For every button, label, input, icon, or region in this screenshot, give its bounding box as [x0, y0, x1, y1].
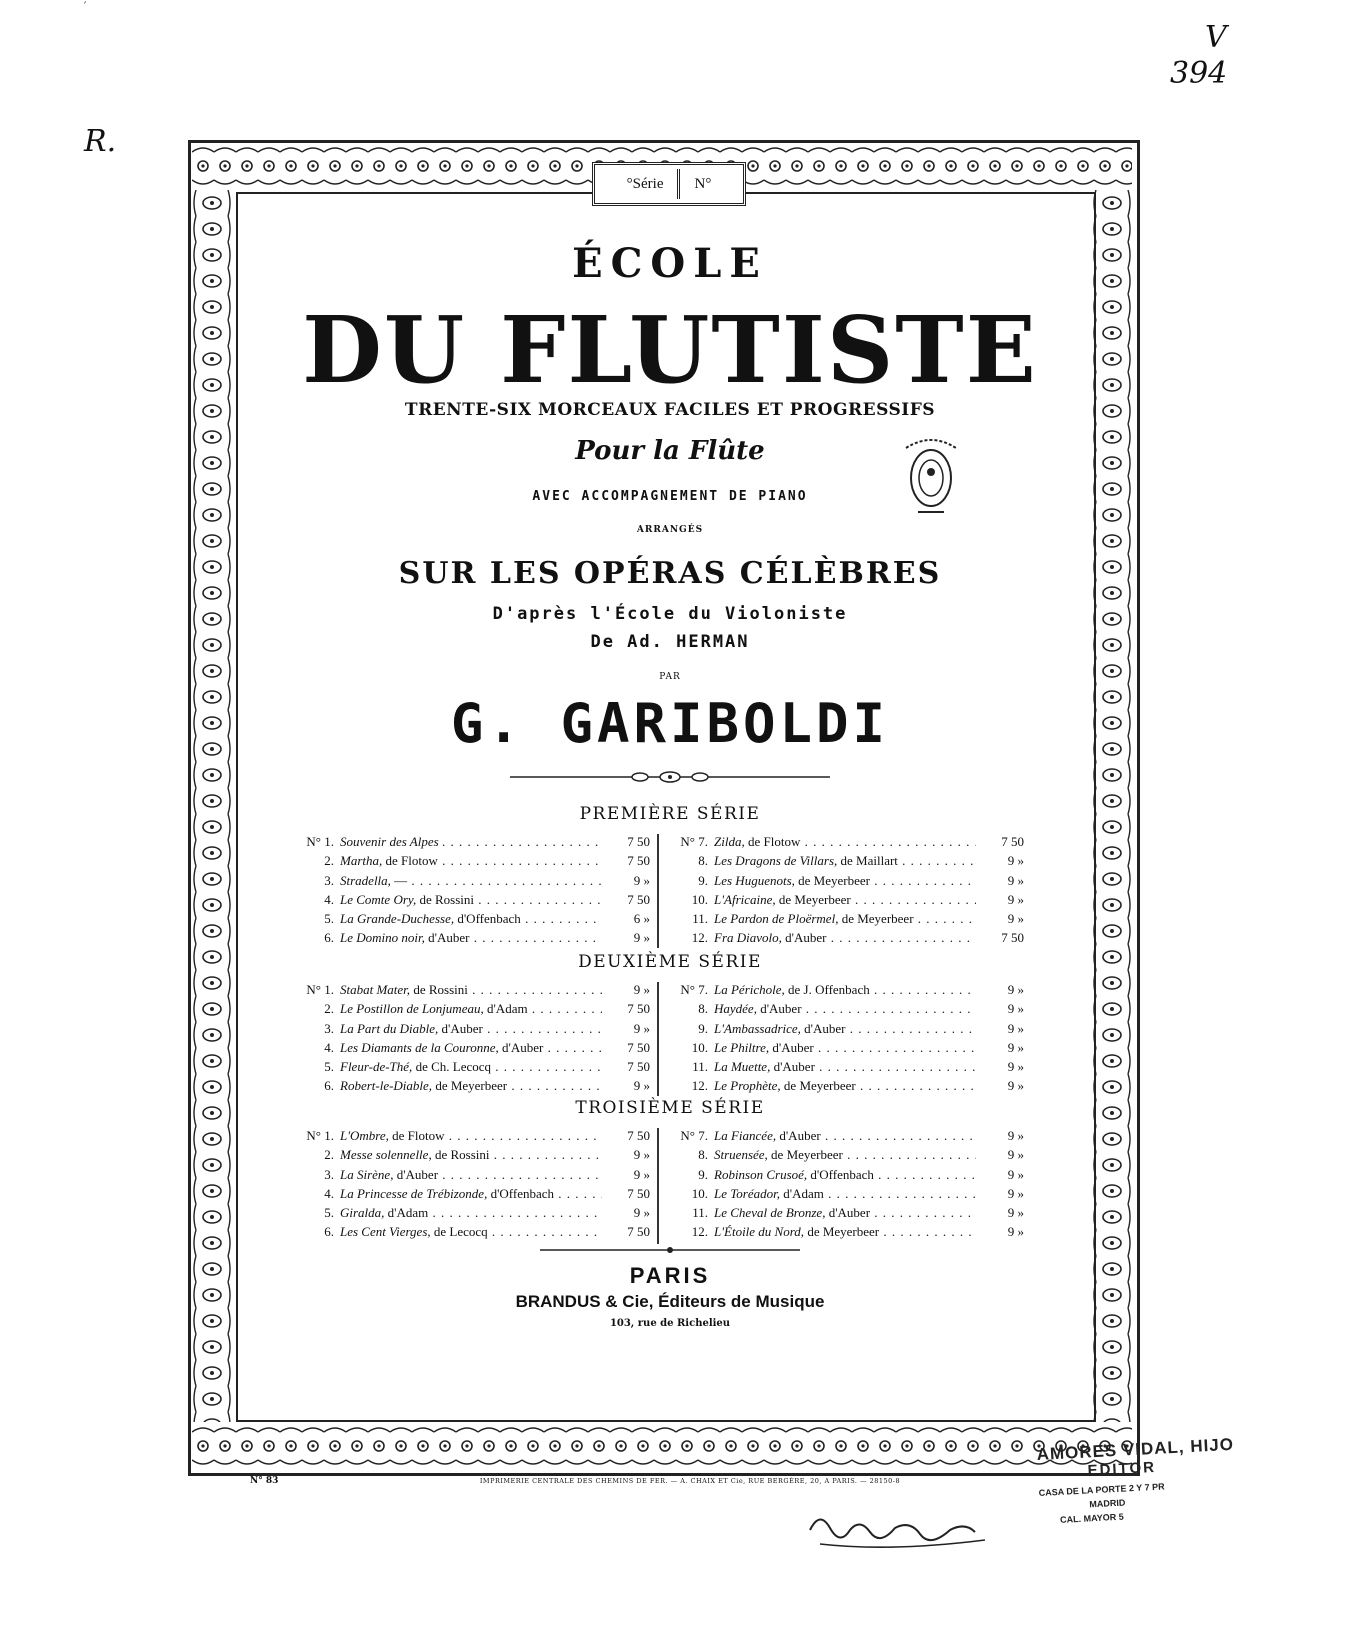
list-item — [290, 928, 650, 947]
publisher-address: 103, rue de Richelieu — [609, 1318, 731, 1329]
publisher-name: BRANDUS & Cie, Éditeurs de Musique — [515, 1292, 825, 1311]
item-title: Fra Diavolo, — [714, 930, 782, 946]
item-title: Le Prophète, — [714, 1078, 781, 1094]
item-composer: d'Auber — [773, 1059, 815, 1075]
item-number: 3. — [324, 1166, 334, 1182]
arranged-line: ARRANGÉS — [636, 525, 704, 535]
list-item — [290, 1184, 650, 1203]
item-price: 7 50 — [602, 1184, 650, 1203]
item-title: Haydée, — [714, 1001, 757, 1017]
item-price: 9 » — [976, 909, 1024, 928]
list-item — [290, 909, 650, 928]
item-composer: de Flotow — [747, 834, 801, 849]
item-title: Zilda, — [714, 834, 745, 849]
item-title: Le Postillon de Lonjumeau, — [340, 1001, 484, 1017]
item-number: 11. — [692, 1059, 708, 1075]
printer-line: IMPRIMERIE CENTRALE DES CHEMINS DE FER. — A. CHAIX ET Cie, RUE BERGÈRE, 20, A PARIS. — 28150-8 — [479, 1477, 901, 1485]
subtitle: TRENTE-SIX MORCEAUX FACILES ET PROGRESSIFS — [404, 400, 936, 420]
item-composer: d'Adam — [783, 1185, 824, 1201]
item-number: 10. — [691, 891, 708, 907]
item-title: Giralda, — [340, 1205, 385, 1221]
dealer-stamp — [1036, 1435, 1234, 1595]
ornament-band-bottom — [192, 1424, 1132, 1468]
list-item — [290, 1222, 650, 1241]
item-composer: d'Offenbach — [810, 1166, 874, 1182]
list-item — [664, 871, 1024, 890]
item-composer: de Flotow — [385, 853, 438, 869]
item-title: Robert-le-Diable, — [340, 1078, 433, 1094]
stamp-line: CASA DE LA PORTE 2 Y 7 PR — [1038, 1481, 1165, 1499]
list-item — [290, 871, 650, 890]
item-number: 6. — [324, 930, 334, 946]
ornamental-rule — [510, 770, 830, 784]
item-title: La Fiancée, — [714, 1128, 777, 1143]
item-price: 7 50 — [602, 1038, 650, 1057]
series-1-left-column — [290, 832, 650, 948]
stamp-line: MADRID — [1089, 1497, 1126, 1510]
item-price: 9 » — [976, 1126, 1024, 1145]
item-composer: de Meyerbeer — [841, 911, 914, 927]
item-number: N° 1. — [306, 834, 334, 849]
item-title: Le Cheval de Bronze, — [714, 1205, 826, 1221]
item-number: N° 1. — [306, 982, 334, 997]
plate-number: N° 83 — [250, 1476, 279, 1486]
item-title: Fleur-de-Thé, — [340, 1059, 413, 1075]
item-price: 9 » — [976, 1057, 1024, 1076]
stamp-line: AMORES VIDAL, HIJO — [1036, 1434, 1235, 1465]
item-price: 9 » — [602, 928, 650, 947]
item-composer: de Flotow — [392, 1128, 445, 1143]
series-3-left-column — [290, 1126, 650, 1242]
item-number: 9. — [698, 1166, 708, 1182]
item-title: Le Philtre, — [714, 1039, 770, 1055]
item-composer: de Maillart — [840, 853, 898, 869]
composer-name: G. GARIBOLDI — [450, 692, 890, 755]
item-number: 5. — [324, 1059, 334, 1075]
list-item — [664, 1145, 1024, 1164]
item-title: Le Pardon de Ploërmel, — [714, 911, 839, 927]
item-title: L'Ombre, — [340, 1128, 389, 1143]
item-number: 4. — [324, 1185, 334, 1201]
item-composer: de Rossini — [419, 891, 474, 907]
list-item — [664, 1126, 1024, 1145]
list-item — [664, 1038, 1024, 1057]
item-title: L'Ambassadrice, — [714, 1020, 801, 1036]
item-number: 10. — [691, 1039, 708, 1055]
item-price: 9 » — [976, 1019, 1024, 1038]
item-title: Struensée, — [714, 1147, 768, 1163]
item-price: 7 50 — [602, 832, 650, 851]
item-title: Les Diamants de la Couronne, — [340, 1039, 499, 1055]
item-title: Le Toréador, — [714, 1185, 780, 1201]
list-item — [290, 851, 650, 870]
list-item — [664, 851, 1024, 870]
item-composer: d'Auber — [396, 1166, 439, 1182]
item-price: 9 » — [976, 1222, 1024, 1241]
item-composer: d'Auber — [804, 1020, 846, 1036]
list-item — [664, 980, 1024, 999]
item-number: 11. — [692, 1205, 708, 1221]
item-number: 11. — [692, 911, 708, 927]
item-composer: de Meyerbeer — [798, 872, 870, 888]
publisher-signature — [800, 1500, 1000, 1560]
item-price: 7 50 — [602, 999, 650, 1018]
item-title: La Grande-Duchesse, — [340, 911, 455, 927]
series-1-right-column — [664, 832, 1024, 948]
item-number: 5. — [324, 911, 334, 927]
ornament-band-left — [192, 190, 232, 1422]
list-item — [664, 1184, 1024, 1203]
item-number: 9. — [698, 1020, 708, 1036]
item-price: 7 50 — [602, 851, 650, 870]
list-item — [664, 1222, 1024, 1241]
column-divider — [657, 982, 659, 1096]
item-title: Stabat Mater, — [340, 982, 411, 997]
item-number: 3. — [324, 1020, 334, 1036]
ornament-band-right — [1092, 190, 1132, 1422]
item-composer: de Meyerbeer — [778, 891, 851, 907]
item-title: La Muette, — [714, 1059, 771, 1075]
item-number: 10. — [691, 1185, 708, 1201]
item-number: 4. — [324, 1039, 334, 1055]
item-title: Les Dragons de Villars, — [714, 853, 838, 869]
operas-heading: SUR LES OPÉRAS CÉLÈBRES — [398, 556, 942, 591]
stamp-line: CAL. MAYOR 5 — [1059, 1511, 1125, 1525]
serie-number-box — [592, 162, 746, 206]
handwritten-mark-r: R. — [84, 124, 117, 159]
item-price: 7 50 — [976, 928, 1024, 947]
item-composer: d'Auber — [441, 1020, 483, 1036]
list-item — [664, 832, 1024, 851]
item-price: 7 50 — [602, 1057, 650, 1076]
list-item — [290, 1126, 650, 1145]
item-number: 4. — [324, 891, 334, 907]
number-label: N° — [694, 175, 712, 192]
handwritten-mark-v: V — [1205, 20, 1227, 55]
list-item — [290, 1038, 650, 1057]
item-composer: d'Auber — [828, 1205, 871, 1221]
item-composer: d'Offenbach — [490, 1185, 555, 1201]
item-price: 9 » — [602, 1145, 650, 1164]
item-number: 8. — [698, 1001, 708, 1017]
instrument-line: Pour la Flûte — [575, 436, 765, 466]
list-item — [290, 1165, 650, 1184]
item-price: 7 50 — [602, 890, 650, 909]
item-title: L'Africaine, — [714, 891, 776, 907]
item-title: Martha, — [340, 853, 383, 869]
item-title: La Princesse de Trébizonde, — [340, 1185, 488, 1201]
item-number: 2. — [324, 853, 334, 869]
item-price: 9 » — [976, 851, 1024, 870]
handwritten-catalog-number: 394 — [1170, 56, 1228, 91]
item-title: Souvenir des Alpes — [340, 834, 439, 849]
series-heading: DEUXIÈME SÉRIE — [578, 952, 762, 972]
item-number: N° 7. — [680, 834, 708, 849]
item-number: 5. — [324, 1205, 334, 1221]
item-title: Le Domino noir, — [340, 930, 425, 946]
item-composer: de Meyerbeer — [435, 1078, 508, 1094]
item-price: 9 » — [602, 871, 650, 890]
stamp-line: EDITOR — [1087, 1458, 1157, 1480]
item-composer: d'Auber — [772, 1039, 814, 1055]
publisher-emblem-icon — [896, 432, 966, 518]
publisher-city: PARIS — [629, 1263, 711, 1288]
item-composer: d'Auber — [428, 930, 470, 946]
column-divider — [657, 834, 659, 948]
list-item — [664, 1076, 1024, 1095]
item-composer: de Meyerbeer — [783, 1078, 856, 1094]
item-price: 9 » — [602, 980, 650, 999]
item-price: 9 » — [976, 980, 1024, 999]
column-divider — [657, 1128, 659, 1244]
list-item — [664, 890, 1024, 909]
item-composer: de Ch. Lecocq — [415, 1059, 492, 1075]
list-item — [664, 1203, 1024, 1222]
list-item — [290, 890, 650, 909]
series-heading: TROISIÈME SÉRIE — [575, 1098, 765, 1118]
accompaniment-line: AVEC ACCOMPAGNEMENT DE PIANO — [532, 489, 808, 504]
item-number: 6. — [324, 1224, 334, 1240]
item-number: 9. — [698, 872, 708, 888]
list-item — [664, 909, 1024, 928]
item-price: 9 » — [976, 1184, 1024, 1203]
item-title: Stradella, — [340, 872, 391, 888]
item-title: La Sirène, — [340, 1166, 394, 1182]
item-title: Les Cent Vierges, — [340, 1224, 431, 1240]
item-price: 7 50 — [602, 1222, 650, 1241]
list-item — [290, 1076, 650, 1095]
list-item — [664, 928, 1024, 947]
item-composer: de J. Offenbach — [788, 982, 870, 997]
item-composer: de Lecocq — [433, 1224, 488, 1240]
list-item — [290, 999, 650, 1018]
item-composer: d'Adam — [486, 1001, 528, 1017]
list-item — [664, 1019, 1024, 1038]
item-price: 7 50 — [602, 1126, 650, 1145]
item-price: 9 » — [602, 1203, 650, 1222]
item-title: La Part du Diable, — [340, 1020, 439, 1036]
item-composer: d'Auber — [785, 930, 827, 946]
series-2-right-column — [664, 980, 1024, 1096]
item-title: Les Huguenots, — [714, 872, 795, 888]
item-title: Le Comte Ory, — [340, 891, 417, 907]
par-label: PAR — [659, 672, 681, 682]
item-composer: d'Adam — [387, 1205, 429, 1221]
item-number: 8. — [698, 1147, 708, 1163]
item-price: 9 » — [602, 1019, 650, 1038]
item-composer: d'Offenbach — [457, 911, 521, 927]
corner-tick-mark: ´ — [82, 2, 87, 13]
item-price: 9 » — [602, 1076, 650, 1095]
item-price: 9 » — [976, 890, 1024, 909]
item-number: 12. — [691, 930, 708, 946]
item-number: 2. — [324, 1147, 334, 1163]
ornamental-rule-bottom — [540, 1244, 800, 1256]
item-price: 7 50 — [976, 832, 1024, 851]
item-number: 2. — [324, 1001, 334, 1017]
item-title: Messe solennelle, — [340, 1147, 432, 1163]
item-composer: d'Auber — [760, 1001, 802, 1017]
list-item — [290, 1057, 650, 1076]
title-main: DU FLUTISTE — [302, 296, 1038, 404]
item-price: 9 » — [602, 1165, 650, 1184]
item-composer: de Rossini — [413, 982, 468, 997]
item-number: N° 1. — [306, 1128, 334, 1143]
item-price: 9 » — [976, 1076, 1024, 1095]
item-composer: d'Auber — [502, 1039, 544, 1055]
serie-label: °Série — [626, 175, 664, 192]
list-item — [664, 1057, 1024, 1076]
item-number: 6. — [324, 1078, 334, 1094]
list-item — [664, 999, 1024, 1018]
series-3-right-column — [664, 1126, 1024, 1242]
series-2-left-column — [290, 980, 650, 1096]
item-price: 9 » — [976, 1145, 1024, 1164]
list-item — [290, 832, 650, 851]
after-line: D'après l'École du Violoniste — [492, 604, 848, 624]
series-heading: PREMIÈRE SÉRIE — [579, 804, 761, 824]
item-price: 9 » — [976, 1165, 1024, 1184]
item-price: 9 » — [976, 999, 1024, 1018]
item-number: N° 7. — [680, 1128, 708, 1143]
item-price: 6 » — [602, 909, 650, 928]
item-composer: de Meyerbeer — [807, 1224, 880, 1240]
item-price: 9 » — [976, 1203, 1024, 1222]
list-item — [290, 1019, 650, 1038]
item-number: N° 7. — [680, 982, 708, 997]
item-composer: d'Auber — [779, 1128, 821, 1143]
list-item — [290, 980, 650, 999]
item-composer: de Meyerbeer — [771, 1147, 843, 1163]
item-title: La Périchole, — [714, 982, 785, 997]
item-composer: — — [394, 872, 408, 888]
item-number: 12. — [691, 1224, 708, 1240]
item-number: 12. — [691, 1078, 708, 1094]
list-item — [290, 1203, 650, 1222]
author-reference: De Ad. HERMAN — [590, 632, 750, 652]
item-number: 8. — [698, 853, 708, 869]
title-ecole: ÉCOLE — [572, 240, 768, 287]
list-item — [290, 1145, 650, 1164]
item-price: 9 » — [976, 1038, 1024, 1057]
item-title: Robinson Crusoé, — [714, 1166, 808, 1182]
item-number: 3. — [324, 872, 334, 888]
item-price: 9 » — [976, 871, 1024, 890]
item-title: L'Étoile du Nord, — [714, 1224, 805, 1240]
list-item — [664, 1165, 1024, 1184]
item-composer: de Rossini — [434, 1147, 490, 1163]
serie-box-divider — [677, 169, 680, 199]
